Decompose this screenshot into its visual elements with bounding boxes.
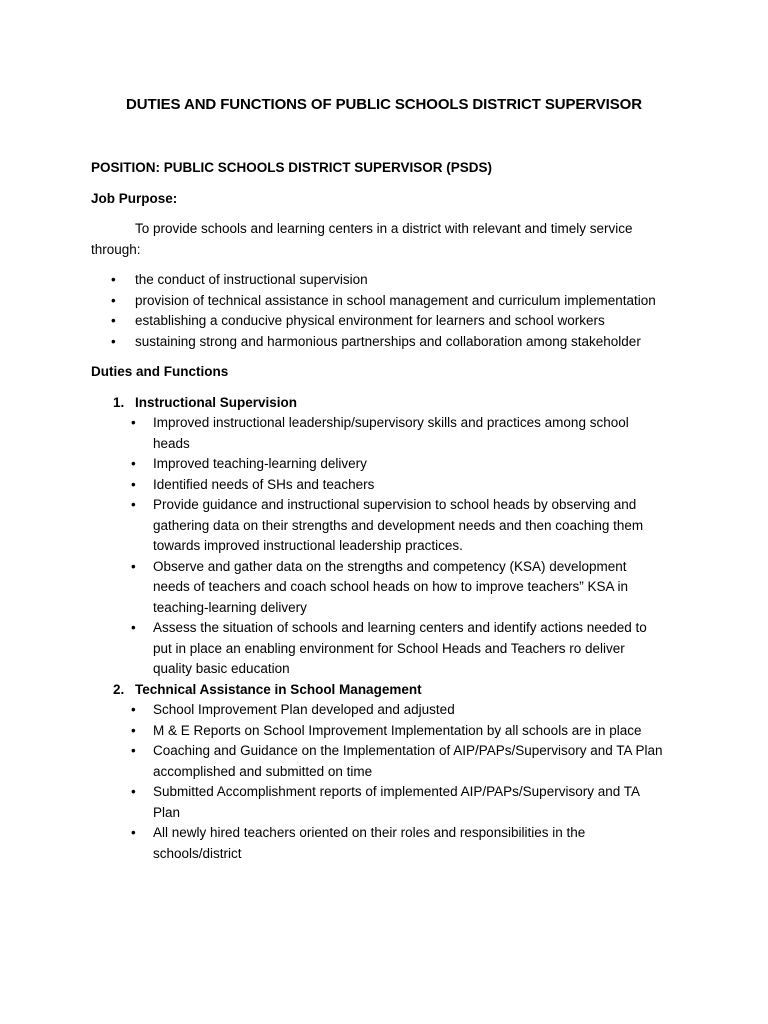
bullet-icon: •: [131, 784, 136, 799]
section-item-text: Improved instructional leadership/supervisory skills and practices among school heads: [153, 415, 629, 451]
section-item: [131, 495, 663, 557]
section-item: [131, 557, 663, 619]
duty-section: [91, 680, 691, 865]
purpose-item-text: sustaining strong and harmonious partnerships and collaboration among stakeholder: [135, 333, 641, 349]
job-purpose-heading: Job Purpose:: [91, 190, 178, 206]
section-number: 1.: [113, 394, 125, 410]
bullet-icon: •: [131, 620, 136, 635]
duty-section: [91, 393, 691, 680]
section-item: [131, 618, 663, 680]
section-item-text: Provide guidance and instructional supervision to school heads by observing and gathering data on their strengths and development needs and then coaching them towards improved instructional leadership practices.: [153, 497, 644, 553]
purpose-list-item: [91, 332, 691, 353]
bullet-icon: •: [131, 743, 136, 758]
bullet-icon: •: [111, 272, 116, 287]
section-item: [131, 454, 663, 475]
bullet-icon: •: [131, 825, 136, 840]
section-title: Technical Assistance in School Management: [135, 681, 422, 697]
section-item-text: Observe and gather data on the strengths and competency (KSA) development needs of teachers and coach school heads on how to improve teachers” KSA in teaching-learning delivery: [153, 558, 629, 615]
bullet-icon: •: [131, 497, 136, 512]
job-purpose-text: To provide schools and learning centers in a district with relevant and timely service through:: [91, 221, 633, 257]
bullet-icon: •: [111, 313, 116, 328]
section-item-text: Identified needs of SHs and teachers: [153, 476, 375, 492]
section-item-text: Submitted Accomplishment reports of implemented AIP/PAPs/Supervisory and TA Plan: [153, 784, 640, 820]
bullet-icon: •: [131, 722, 136, 738]
bullet-icon: •: [131, 415, 136, 430]
section-item-text: Improved teaching-learning delivery: [153, 456, 367, 471]
purpose-item-text: establishing a conducive physical environment for learners and school workers: [135, 313, 605, 328]
purpose-list-item: [91, 270, 691, 291]
bullet-icon: •: [111, 333, 116, 349]
section-item-text: All newly hired teachers oriented on their roles and responsibilities in the schools/district: [153, 825, 586, 861]
bullet-icon: •: [131, 558, 136, 574]
purpose-list: [91, 270, 691, 352]
purpose-item-text: the conduct of instructional supervision: [135, 272, 368, 287]
section-item: [131, 741, 663, 782]
position-line: POSITION: PUBLIC SCHOOLS DISTRICT SUPERVISOR (PSDS): [91, 160, 493, 175]
section-item: [131, 782, 663, 823]
section-item: [131, 721, 663, 742]
duties-list: [91, 393, 691, 865]
bullet-icon: •: [111, 292, 116, 308]
purpose-list-item: [91, 311, 691, 332]
section-items: [131, 700, 691, 864]
section-number: 2.: [113, 681, 125, 697]
section-title: Instructional Supervision: [135, 394, 298, 410]
bullet-icon: •: [131, 456, 136, 471]
document-body: [91, 158, 691, 864]
section-item-text: School Improvement Plan developed and adjusted: [153, 702, 455, 717]
section-item-text: Assess the situation of schools and learning centers and identify actions needed to put in place an enabling environment for School Heads and Teachers ro deliver quality basic education: [153, 620, 647, 676]
section-item-text: Coaching and Guidance on the Implementation of AIP/PAPs/Supervisory and TA Plan accomplished and submitted on time: [153, 743, 663, 779]
section-item: [131, 475, 663, 496]
bullet-icon: •: [131, 476, 136, 492]
section-item-text: M & E Reports on School Improvement Implementation by all schools are in place: [153, 722, 642, 738]
document-title: DUTIES AND FUNCTIONS OF PUBLIC SCHOOLS DISTRICT SUPERVISOR: [126, 96, 642, 113]
bullet-icon: •: [131, 702, 136, 717]
section-item: [131, 413, 663, 454]
purpose-item-text: provision of technical assistance in school management and curriculum implementation: [135, 292, 656, 308]
section-items: [131, 413, 691, 680]
purpose-list-item: [91, 291, 691, 312]
duties-heading: Duties and Functions: [91, 364, 229, 379]
section-item: [131, 823, 663, 864]
section-item: [131, 700, 663, 721]
